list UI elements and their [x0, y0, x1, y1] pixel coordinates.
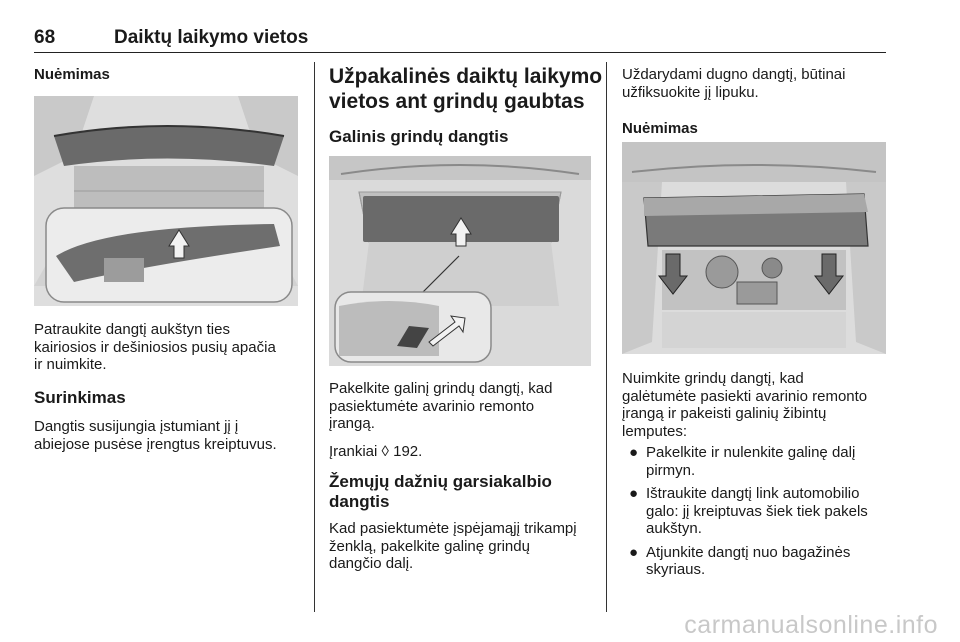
col1-heading-removal: Nuėmimas: [34, 66, 110, 83]
col2-paragraph-2: Kad pasiektumėte įspėjamąjį trikampį ženklą, pakelkite galinę grindų dangčio dalį.: [329, 520, 577, 572]
page-header: [34, 26, 886, 53]
figure-parcel-shelf-removal: [34, 96, 298, 306]
col1-paragraph-1: Patraukite dangtį aukštyn ties kairiosios ir dešiniosios pusių apačia ir nuimkite.: [34, 321, 276, 373]
column-divider-2: [606, 62, 607, 612]
col3-paragraph-2: Nuimkite grindų dangtį, kad galėtumėte pasiekti avarinio remonto įrangą ir pakeisti galinių žibintų lemputes:: [622, 370, 868, 440]
col3-bullet-list: [622, 444, 902, 585]
list-item: ● Pakelkite ir nulenkite galinę dalį pirmyn.: [629, 444, 856, 479]
section-title: Daiktų laikymo vietos: [114, 27, 309, 48]
col2-paragraph-1: Pakelkite galinį grindų dangtį, kad pasiektumėte avarinio remonto įrangą.: [329, 380, 553, 432]
figure-floor-cover-removal: [622, 142, 886, 354]
col2-subheading: Galinis grindų dangtis: [329, 127, 509, 146]
col1-heading-assembly: Surinkimas: [34, 388, 126, 407]
list-item: ● Ištraukite dangtį link automobilio galo: jį kreiptuvas šiek tiek pakels aukštyn.: [629, 485, 868, 537]
col2-section-title: Užpakalinės daiktų laikymo vietos ant grindų gaubtas: [329, 65, 603, 113]
page-number: 68: [34, 27, 56, 48]
figure-rear-floor-cover: [329, 156, 591, 366]
watermark-text: carmanualsonline.info: [684, 611, 938, 639]
column-divider-1: [314, 62, 315, 612]
bullet-icon: ●: [629, 485, 639, 502]
bullet-icon: ●: [629, 543, 639, 561]
col3-paragraph-1: Uždarydami dugno dangtį, būtinai užfiksuokite jį lipuku.: [622, 66, 846, 101]
list-item: ● Atjunkite dangtį nuo bagažinės skyriaus.: [629, 543, 851, 578]
col3-heading-removal: Nuėmimas: [622, 120, 698, 137]
col2-tools-reference: Įrankiai ◊ 192.: [329, 443, 423, 460]
col1-paragraph-2: Dangtis susijungia įstumiant jį į abiejose pusėse įrengtus kreiptuvus.: [34, 418, 277, 453]
col2-heading-subwoofer-cover: Žemųjų dažnių garsiakalbio dangtis: [329, 472, 552, 511]
bullet-icon: ●: [629, 444, 639, 461]
